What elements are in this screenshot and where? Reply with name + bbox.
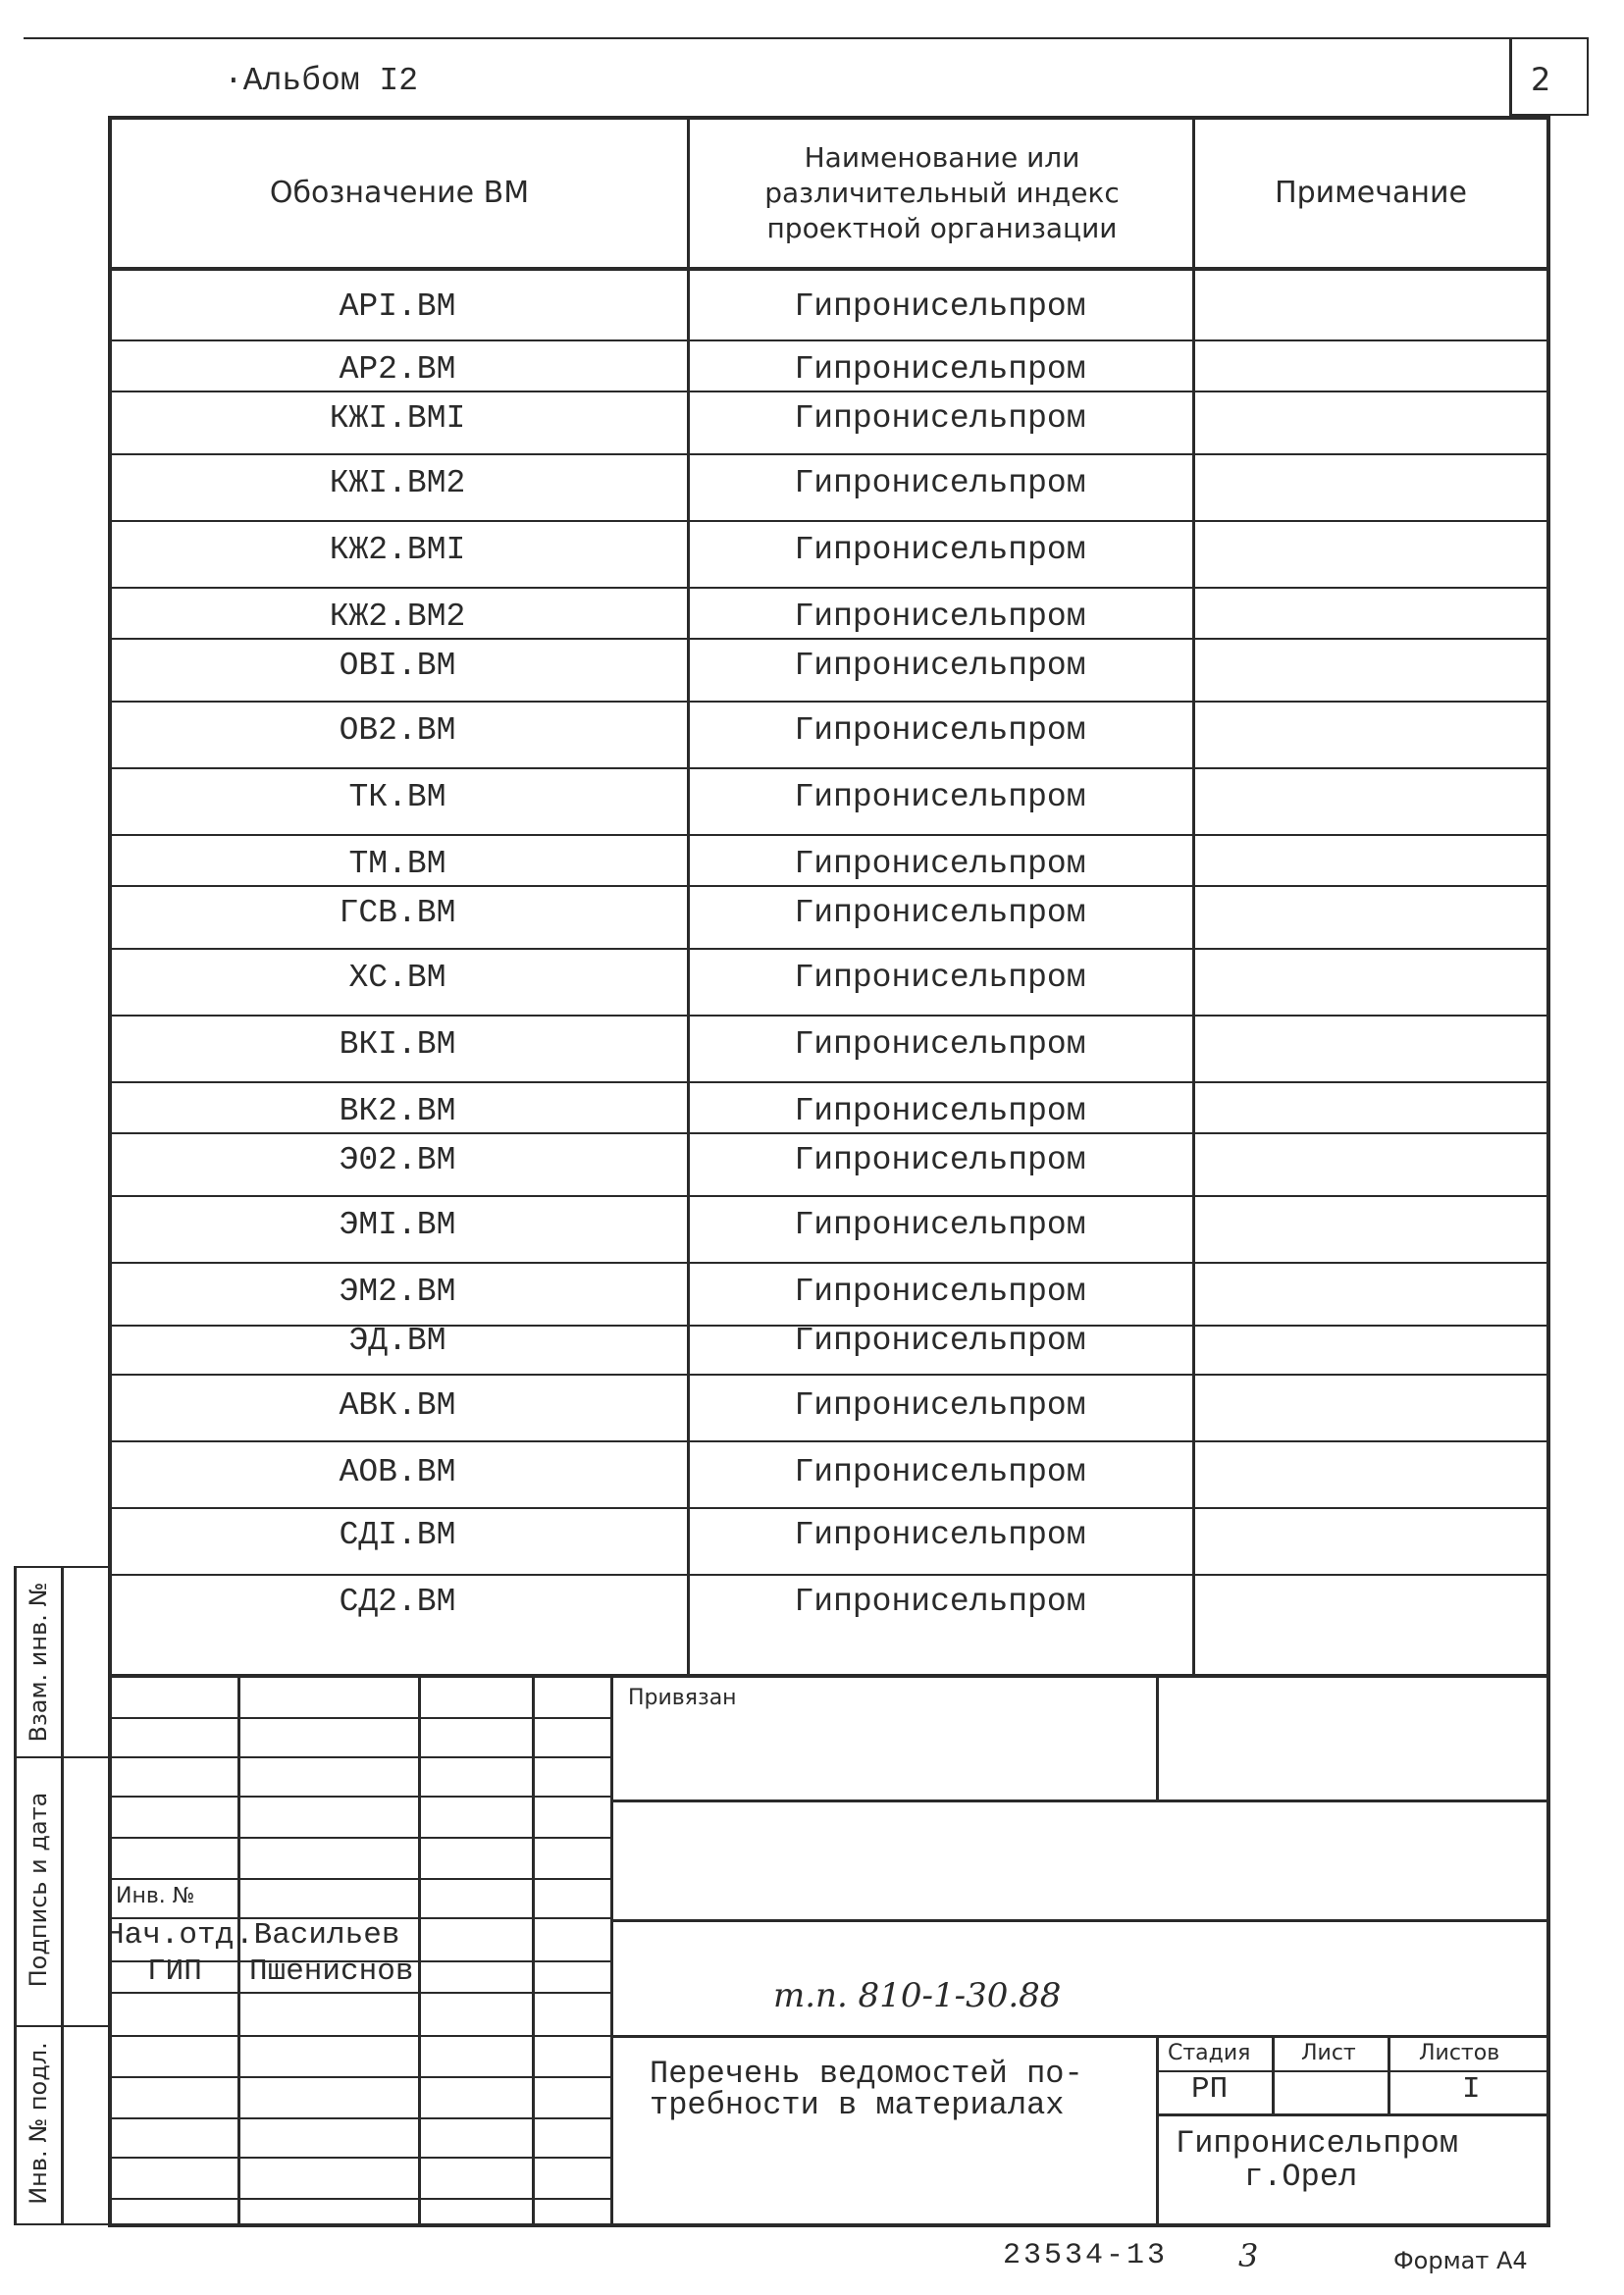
stage-value: РП	[1191, 2072, 1229, 2107]
sheets-label: Листов	[1419, 2041, 1500, 2065]
table-row	[110, 518, 1548, 581]
nach-otd-name: .Васильев	[236, 1918, 400, 1953]
table-row	[110, 451, 1548, 514]
table-row	[110, 387, 1548, 449]
cell-designation: АР2.ВМ	[339, 350, 456, 388]
cell-designation: КЖ2.ВМI	[329, 531, 466, 568]
cell-designation: ЭМI.ВМ	[339, 1206, 456, 1243]
cell-designation: КЖI.ВМI	[329, 399, 466, 437]
cell-name: Гипронисельпром	[794, 1141, 1086, 1178]
cell-note	[1195, 275, 1546, 338]
cell-name: Гипронисельпром	[794, 1092, 1086, 1129]
cell-note	[1195, 451, 1546, 514]
gip-role: ГИП	[147, 1955, 202, 1989]
cell-name: Гипронисельпром	[794, 1322, 1086, 1359]
cell-name: Гипронисельпром	[794, 845, 1086, 882]
table-row	[110, 765, 1548, 828]
cell-name: Гипронисельпром	[794, 287, 1086, 325]
cell-designation: ТМ.ВМ	[348, 845, 446, 882]
cell-note	[1195, 946, 1546, 1009]
cell-designation: СД2.ВМ	[339, 1583, 456, 1620]
cell-note	[1195, 634, 1546, 697]
cell-designation: ХС.ВМ	[348, 959, 446, 996]
cell-name: Гипронисельпром	[794, 894, 1086, 931]
footer-doc-number: 23534-13	[1003, 2239, 1169, 2272]
cell-designation: КЖI.ВМ2	[329, 464, 466, 501]
cell-note	[1195, 1128, 1546, 1191]
cell-note	[1195, 1440, 1546, 1503]
cell-note	[1195, 1309, 1546, 1372]
table-row	[110, 1309, 1548, 1372]
footer-format: Формат А4	[1393, 2247, 1528, 2274]
cell-note	[1195, 1013, 1546, 1075]
cell-name: Гипронисельпром	[794, 1386, 1086, 1424]
doc-code: т.п. 810-1-30.88	[773, 1976, 1062, 2015]
cell-note	[1195, 699, 1546, 761]
cell-name: Гипронисельпром	[794, 711, 1086, 749]
table-row	[110, 1193, 1548, 1256]
cell-designation: Э02.ВМ	[339, 1141, 456, 1178]
cell-designation: API.ВМ	[339, 287, 456, 325]
cell-designation: ЭД.ВМ	[348, 1322, 446, 1359]
org-city: г.Орел	[1244, 2159, 1358, 2195]
cell-designation: АВК.ВМ	[339, 1386, 456, 1424]
cell-note	[1195, 1503, 1546, 1566]
cell-note	[1195, 518, 1546, 581]
cell-name: Гипронисельпром	[794, 1583, 1086, 1620]
cell-name: Гипронисельпром	[794, 350, 1086, 388]
table-row	[110, 634, 1548, 697]
table-row	[110, 1440, 1548, 1503]
cell-designation: АОВ.ВМ	[339, 1453, 456, 1490]
table-row	[110, 699, 1548, 761]
header-designation: Обозначение ВМ	[269, 176, 530, 210]
sheets-value: I	[1462, 2072, 1481, 2107]
cell-name: Гипронисельпром	[794, 598, 1086, 635]
cell-name: Гипронисельпром	[794, 959, 1086, 996]
cell-name: Гипронисельпром	[794, 1516, 1086, 1553]
cell-designation: ТК.ВМ	[348, 778, 446, 815]
cell-name: Гипронисельпром	[794, 1206, 1086, 1243]
footer-copy-number: 3	[1238, 2237, 1259, 2274]
cell-name: Гипронисельпром	[794, 399, 1086, 437]
gip-name: Пшениснов	[249, 1955, 414, 1989]
table-row	[110, 275, 1548, 338]
privyazan-label: Привязан	[628, 1686, 737, 1710]
table-row	[110, 1374, 1548, 1436]
cell-name: Гипронисельпром	[794, 647, 1086, 684]
header-note: Примечание	[1275, 176, 1467, 210]
doc-title: Перечень ведомостей по-требности в материалах	[650, 2056, 1083, 2123]
cell-note	[1195, 1570, 1546, 1633]
cell-name: Гипронисельпром	[794, 531, 1086, 568]
table-row	[110, 1570, 1548, 1633]
cell-designation: ЭМ2.ВМ	[339, 1273, 456, 1310]
album-title: ·Альбом I2	[224, 63, 419, 99]
side-label-podpis: Подпись и дата	[25, 1792, 52, 1988]
cell-note	[1195, 387, 1546, 449]
cell-name: Гипронисельпром	[794, 1025, 1086, 1063]
table-row	[110, 1013, 1548, 1075]
table-row	[110, 1128, 1548, 1191]
org-name: Гипронисельпром	[1176, 2125, 1459, 2162]
page-number: 2	[1531, 61, 1551, 98]
cell-note	[1195, 1193, 1546, 1256]
cell-designation: СДI.ВМ	[339, 1516, 456, 1553]
cell-note	[1195, 765, 1546, 828]
cell-name: Гипронисельпром	[794, 778, 1086, 815]
cell-name: Гипронисельпром	[794, 1453, 1086, 1490]
cell-designation: OBI.ВМ	[339, 647, 456, 684]
table-row	[110, 881, 1548, 944]
cell-designation: ВК2.ВМ	[339, 1092, 456, 1129]
cell-note	[1195, 1374, 1546, 1436]
cell-designation: КЖ2.ВМ2	[329, 598, 466, 635]
stage-label: Стадия	[1168, 2041, 1251, 2065]
side-label-inv-podl: Инв. № подл.	[25, 2042, 52, 2205]
cell-designation: ВКI.ВМ	[339, 1025, 456, 1063]
side-label-vzam: Взам. инв. №	[25, 1582, 52, 1743]
cell-name: Гипронисельпром	[794, 464, 1086, 501]
cell-designation: ОВ2.ВМ	[339, 711, 456, 749]
header-name: Наименование или различительный индекс проектной организации	[764, 141, 1120, 244]
cell-note	[1195, 881, 1546, 944]
nach-otd-role: Нач.отд	[106, 1918, 235, 1953]
table-row	[110, 1503, 1548, 1566]
sheet-label: Лист	[1301, 2041, 1356, 2065]
inv-no-label: Инв. №	[116, 1884, 195, 1908]
table-row	[110, 946, 1548, 1009]
cell-designation: ГСВ.ВМ	[339, 894, 456, 931]
cell-name: Гипронисельпром	[794, 1273, 1086, 1310]
